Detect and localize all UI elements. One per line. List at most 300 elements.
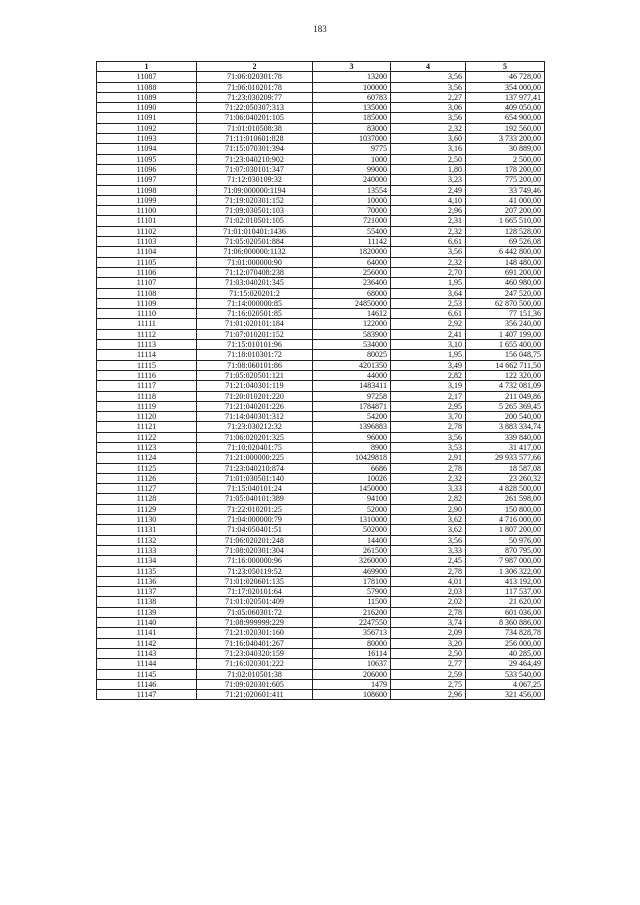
rate-cell: 3,20	[391, 638, 466, 648]
rate-cell: 3,56	[391, 535, 466, 545]
rate-cell: 3,70	[391, 412, 466, 422]
rate-cell: 1,80	[391, 164, 466, 174]
value-cell: 200 540,00	[466, 412, 545, 422]
row-number-cell: 11117	[97, 381, 197, 391]
rate-cell: 3,16	[391, 144, 466, 154]
area-cell: 1396883	[313, 422, 391, 432]
row-number-cell: 11092	[97, 123, 197, 133]
rate-cell: 3,56	[391, 113, 466, 123]
area-cell: 3260000	[313, 556, 391, 566]
cadastral-value-table	[96, 61, 545, 700]
cadastral-number-cell: 71:01:010508:38	[197, 123, 313, 133]
row-number-cell: 11133	[97, 545, 197, 555]
area-cell: 1310000	[313, 515, 391, 525]
rate-cell: 2,96	[391, 206, 466, 216]
row-number-cell: 11137	[97, 587, 197, 597]
value-cell: 247 520,00	[466, 288, 545, 298]
row-number-cell: 11099	[97, 195, 197, 205]
cadastral-number-cell: 71:15:070301:394	[197, 144, 313, 154]
value-cell: 14 662 711,50	[466, 360, 545, 370]
cadastral-number-cell: 71:14:040301:312	[197, 412, 313, 422]
rate-cell: 3,60	[391, 134, 466, 144]
row-number-cell: 11145	[97, 669, 197, 679]
value-cell: 117 537,00	[466, 587, 545, 597]
row-number-cell: 11141	[97, 628, 197, 638]
table-row	[97, 288, 545, 298]
rate-cell: 3,10	[391, 340, 466, 350]
value-cell: 50 976,00	[466, 535, 545, 545]
value-cell: 654 900,00	[466, 113, 545, 123]
cadastral-number-cell: 71:08:060101:86	[197, 360, 313, 370]
cadastral-number-cell: 71:06:010201:78	[197, 82, 313, 92]
row-number-cell: 11097	[97, 175, 197, 185]
cadastral-number-cell: 71:16:020301:222	[197, 659, 313, 669]
area-cell: 122000	[313, 319, 391, 329]
row-number-cell: 11122	[97, 432, 197, 442]
cadastral-number-cell: 71:05:060301:72	[197, 607, 313, 617]
table-row	[97, 381, 545, 391]
area-cell: 13200	[313, 72, 391, 82]
cadastral-number-cell: 71:14:000000:85	[197, 298, 313, 308]
row-number-cell: 11115	[97, 360, 197, 370]
area-cell: 256000	[313, 267, 391, 277]
cadastral-number-cell: 71:01:030501:140	[197, 473, 313, 483]
row-number-cell: 11127	[97, 484, 197, 494]
cadastral-number-cell: 71:07:010201:152	[197, 329, 313, 339]
cadastral-number-cell: 71:04:000000:79	[197, 515, 313, 525]
table-row	[97, 237, 545, 247]
value-cell: 339 840,00	[466, 432, 545, 442]
row-number-cell: 11091	[97, 113, 197, 123]
cadastral-number-cell: 71:23:040210:902	[197, 154, 313, 164]
area-cell: 10429818	[313, 453, 391, 463]
rate-cell: 1,95	[391, 278, 466, 288]
row-number-cell: 11089	[97, 92, 197, 102]
area-cell: 135000	[313, 103, 391, 113]
value-cell: 4 732 081,09	[466, 381, 545, 391]
table-row	[97, 123, 545, 133]
table-row	[97, 453, 545, 463]
cadastral-number-cell: 71:06:000000:1132	[197, 247, 313, 257]
cadastral-number-cell: 71:15:010101:96	[197, 340, 313, 350]
row-number-cell: 11124	[97, 453, 197, 463]
value-cell: 41 000,00	[466, 195, 545, 205]
table-row	[97, 360, 545, 370]
area-cell: 44000	[313, 370, 391, 380]
area-cell: 2247550	[313, 618, 391, 628]
value-cell: 356 240,00	[466, 319, 545, 329]
rate-cell: 2,45	[391, 556, 466, 566]
value-cell: 1 807 200,00	[466, 525, 545, 535]
row-number-cell: 11088	[97, 82, 197, 92]
cadastral-number-cell: 71:02:010501:38	[197, 669, 313, 679]
cadastral-number-cell: 71:18:010301:72	[197, 350, 313, 360]
row-number-cell: 11104	[97, 247, 197, 257]
rate-cell: 2,90	[391, 504, 466, 514]
row-number-cell: 11135	[97, 566, 197, 576]
table-row	[97, 185, 545, 195]
rate-cell: 2,96	[391, 690, 466, 700]
rate-cell: 3,56	[391, 247, 466, 257]
area-cell: 4201350	[313, 360, 391, 370]
value-cell: 1 655 400,00	[466, 340, 545, 350]
row-number-cell: 11136	[97, 576, 197, 586]
row-number-cell: 11087	[97, 72, 197, 82]
area-cell: 83000	[313, 123, 391, 133]
value-cell: 4 828 500,00	[466, 484, 545, 494]
row-number-cell: 11098	[97, 185, 197, 195]
value-cell: 62 870 500,00	[466, 298, 545, 308]
row-number-cell: 11106	[97, 267, 197, 277]
table-row	[97, 113, 545, 123]
row-number-cell: 11146	[97, 679, 197, 689]
area-cell: 100000	[313, 82, 391, 92]
table-row	[97, 370, 545, 380]
rate-cell: 2,31	[391, 216, 466, 226]
rate-cell: 2,17	[391, 391, 466, 401]
rate-cell: 2,50	[391, 154, 466, 164]
area-cell: 14612	[313, 309, 391, 319]
rate-cell: 3,33	[391, 484, 466, 494]
row-number-cell: 11095	[97, 154, 197, 164]
value-cell: 460 980,00	[466, 278, 545, 288]
area-cell: 60783	[313, 92, 391, 102]
rate-cell: 3,56	[391, 82, 466, 92]
area-cell: 108600	[313, 690, 391, 700]
row-number-cell: 11108	[97, 288, 197, 298]
rate-cell: 2,09	[391, 628, 466, 638]
rate-cell: 2,32	[391, 123, 466, 133]
table-row	[97, 473, 545, 483]
cadastral-number-cell: 71:05:040101:389	[197, 494, 313, 504]
column-header-3: 3	[313, 62, 391, 72]
row-number-cell: 11139	[97, 607, 197, 617]
value-cell: 77 151,36	[466, 309, 545, 319]
area-cell: 1450000	[313, 484, 391, 494]
rate-cell: 2,77	[391, 659, 466, 669]
rate-cell: 6,61	[391, 309, 466, 319]
value-cell: 691 200,00	[466, 267, 545, 277]
row-number-cell: 11107	[97, 278, 197, 288]
table-row	[97, 134, 545, 144]
column-header-1: 1	[97, 62, 197, 72]
area-cell: 1784871	[313, 401, 391, 411]
row-number-cell: 11118	[97, 391, 197, 401]
rate-cell: 3,74	[391, 618, 466, 628]
rate-cell: 2,02	[391, 597, 466, 607]
rate-cell: 2,82	[391, 370, 466, 380]
row-number-cell: 11116	[97, 370, 197, 380]
rate-cell: 2,78	[391, 566, 466, 576]
area-cell: 261500	[313, 545, 391, 555]
table-row	[97, 216, 545, 226]
page-number: 183	[313, 24, 327, 34]
row-number-cell: 11140	[97, 618, 197, 628]
row-number-cell: 11120	[97, 412, 197, 422]
area-cell: 185000	[313, 113, 391, 123]
value-cell: 5 265 369,45	[466, 401, 545, 411]
table-row	[97, 278, 545, 288]
table-row	[97, 607, 545, 617]
value-cell: 3 733 200,00	[466, 134, 545, 144]
row-number-cell: 11103	[97, 237, 197, 247]
rate-cell: 2,91	[391, 453, 466, 463]
area-cell: 54200	[313, 412, 391, 422]
area-cell: 502000	[313, 525, 391, 535]
row-number-cell: 11129	[97, 504, 197, 514]
table-row	[97, 463, 545, 473]
area-cell: 356713	[313, 628, 391, 638]
value-cell: 211 049,86	[466, 391, 545, 401]
cadastral-number-cell: 71:06:020201:325	[197, 432, 313, 442]
row-number-cell: 11123	[97, 442, 197, 452]
cadastral-number-cell: 71:11:010601:828	[197, 134, 313, 144]
rate-cell: 3,23	[391, 175, 466, 185]
value-cell: 46 728,00	[466, 72, 545, 82]
rate-cell: 2,82	[391, 494, 466, 504]
value-cell: 413 192,00	[466, 576, 545, 586]
cadastral-number-cell: 71:23:040320:159	[197, 648, 313, 658]
value-cell: 69 526,08	[466, 237, 545, 247]
row-number-cell: 11134	[97, 556, 197, 566]
value-cell: 533 540,00	[466, 669, 545, 679]
row-number-cell: 11100	[97, 206, 197, 216]
area-cell: 1479	[313, 679, 391, 689]
area-cell: 583900	[313, 329, 391, 339]
row-number-cell: 11102	[97, 226, 197, 236]
value-cell: 29 933 577,66	[466, 453, 545, 463]
area-cell: 11500	[313, 597, 391, 607]
cadastral-number-cell: 71:09:020301:605	[197, 679, 313, 689]
area-cell: 1000	[313, 154, 391, 164]
table-row	[97, 648, 545, 658]
rate-cell: 1,95	[391, 350, 466, 360]
value-cell: 40 285,00	[466, 648, 545, 658]
value-cell: 3 883 334,74	[466, 422, 545, 432]
value-cell: 775 200,00	[466, 175, 545, 185]
table-row	[97, 92, 545, 102]
cadastral-number-cell: 71:21:040301:119	[197, 381, 313, 391]
row-number-cell: 11130	[97, 515, 197, 525]
cadastral-number-cell: 71:04:050401:51	[197, 525, 313, 535]
value-cell: 156 048,75	[466, 350, 545, 360]
rate-cell: 3,06	[391, 103, 466, 113]
area-cell: 80000	[313, 638, 391, 648]
cadastral-number-cell: 71:21:020301:160	[197, 628, 313, 638]
table-row	[97, 525, 545, 535]
row-number-cell: 11147	[97, 690, 197, 700]
rate-cell: 2,32	[391, 473, 466, 483]
area-cell: 96000	[313, 432, 391, 442]
row-number-cell: 11094	[97, 144, 197, 154]
table-row	[97, 350, 545, 360]
cadastral-number-cell: 71:10:020401:75	[197, 442, 313, 452]
table-header-row	[97, 62, 545, 72]
value-cell: 31 417,00	[466, 442, 545, 452]
rate-cell: 2,92	[391, 319, 466, 329]
cadastral-number-cell: 71:16:020501:85	[197, 309, 313, 319]
value-cell: 8 360 886,00	[466, 618, 545, 628]
rate-cell: 3,53	[391, 442, 466, 452]
value-cell: 1 407 199,00	[466, 329, 545, 339]
value-cell: 870 795,00	[466, 545, 545, 555]
table-row	[97, 103, 545, 113]
row-number-cell: 11128	[97, 494, 197, 504]
area-cell: 16114	[313, 648, 391, 658]
area-cell: 24850000	[313, 298, 391, 308]
value-cell: 21 620,00	[466, 597, 545, 607]
table-row	[97, 679, 545, 689]
cadastral-number-cell: 71:05:020501:884	[197, 237, 313, 247]
table-row	[97, 175, 545, 185]
table-row	[97, 515, 545, 525]
value-cell: 601 036,00	[466, 607, 545, 617]
rate-cell: 2,41	[391, 329, 466, 339]
cadastral-number-cell: 71:01:010401:1436	[197, 226, 313, 236]
value-cell: 18 587,08	[466, 463, 545, 473]
table-row	[97, 164, 545, 174]
cadastral-number-cell: 71:07:030101:347	[197, 164, 313, 174]
value-cell: 29 464,49	[466, 659, 545, 669]
area-cell: 52000	[313, 504, 391, 514]
cadastral-number-cell: 71:22:010201:25	[197, 504, 313, 514]
row-number-cell: 11110	[97, 309, 197, 319]
cadastral-number-cell: 71:21:040201:226	[197, 401, 313, 411]
cadastral-number-cell: 71:08:999999:229	[197, 618, 313, 628]
row-number-cell: 11126	[97, 473, 197, 483]
table-row	[97, 494, 545, 504]
rate-cell: 6,61	[391, 237, 466, 247]
cadastral-number-cell: 71:06:020201:248	[197, 535, 313, 545]
row-number-cell: 11132	[97, 535, 197, 545]
area-cell: 721000	[313, 216, 391, 226]
area-cell: 99000	[313, 164, 391, 174]
table-row	[97, 247, 545, 257]
table-row	[97, 432, 545, 442]
row-number-cell: 11113	[97, 340, 197, 350]
area-cell: 10637	[313, 659, 391, 669]
cadastral-number-cell: 71:15:020201:2	[197, 288, 313, 298]
row-number-cell: 11121	[97, 422, 197, 432]
rate-cell: 3,62	[391, 525, 466, 535]
area-cell: 9775	[313, 144, 391, 154]
table-row	[97, 72, 545, 82]
row-number-cell: 11142	[97, 638, 197, 648]
table-row	[97, 195, 545, 205]
cadastral-number-cell: 71:23:030209:77	[197, 92, 313, 102]
rate-cell: 2,32	[391, 226, 466, 236]
rate-cell: 2,78	[391, 607, 466, 617]
cadastral-number-cell: 71:19:020301:152	[197, 195, 313, 205]
table-row	[97, 618, 545, 628]
rate-cell: 2,27	[391, 92, 466, 102]
value-cell: 4 067,25	[466, 679, 545, 689]
rate-cell: 3,62	[391, 515, 466, 525]
rate-cell: 3,64	[391, 288, 466, 298]
row-number-cell: 11093	[97, 134, 197, 144]
table-row	[97, 309, 545, 319]
table-row	[97, 329, 545, 339]
value-cell: 354 000,00	[466, 82, 545, 92]
rate-cell: 2,03	[391, 587, 466, 597]
cadastral-number-cell: 71:23:040210:874	[197, 463, 313, 473]
value-cell: 192 560,00	[466, 123, 545, 133]
area-cell: 68000	[313, 288, 391, 298]
table-row	[97, 690, 545, 700]
table-row	[97, 422, 545, 432]
table-row	[97, 144, 545, 154]
cadastral-number-cell: 71:06:040201:105	[197, 113, 313, 123]
row-number-cell: 11096	[97, 164, 197, 174]
table-row	[97, 556, 545, 566]
value-cell: 178 200,00	[466, 164, 545, 174]
table-row	[97, 391, 545, 401]
area-cell: 70000	[313, 206, 391, 216]
value-cell: 409 050,00	[466, 103, 545, 113]
table-row	[97, 319, 545, 329]
cadastral-number-cell: 71:08:020301:304	[197, 545, 313, 555]
row-number-cell: 11112	[97, 329, 197, 339]
rate-cell: 3,19	[391, 381, 466, 391]
area-cell: 216200	[313, 607, 391, 617]
cadastral-number-cell: 71:16:040401:267	[197, 638, 313, 648]
rate-cell: 2,78	[391, 463, 466, 473]
table-row	[97, 576, 545, 586]
area-cell: 55400	[313, 226, 391, 236]
table-row	[97, 257, 545, 267]
row-number-cell: 11109	[97, 298, 197, 308]
rate-cell: 2,50	[391, 648, 466, 658]
area-cell: 14400	[313, 535, 391, 545]
table-row	[97, 442, 545, 452]
cadastral-number-cell: 71:22:050307:313	[197, 103, 313, 113]
rate-cell: 3,56	[391, 72, 466, 82]
value-cell: 33 749,46	[466, 185, 545, 195]
cadastral-number-cell: 71:12:030109:32	[197, 175, 313, 185]
table-row	[97, 226, 545, 236]
area-cell: 240000	[313, 175, 391, 185]
rate-cell: 2,75	[391, 679, 466, 689]
area-cell: 6686	[313, 463, 391, 473]
area-cell: 97258	[313, 391, 391, 401]
value-cell: 148 480,00	[466, 257, 545, 267]
cadastral-number-cell: 71:01:020601:135	[197, 576, 313, 586]
rate-cell: 3,56	[391, 432, 466, 442]
table-row	[97, 82, 545, 92]
table-row	[97, 298, 545, 308]
table-row	[97, 669, 545, 679]
table-row	[97, 504, 545, 514]
row-number-cell: 11131	[97, 525, 197, 535]
value-cell: 137 977,41	[466, 92, 545, 102]
value-cell: 1 306 322,00	[466, 566, 545, 576]
cadastral-number-cell: 71:05:020501:121	[197, 370, 313, 380]
row-number-cell: 11114	[97, 350, 197, 360]
column-header-4: 4	[391, 62, 466, 72]
area-cell: 13554	[313, 185, 391, 195]
table-row	[97, 206, 545, 216]
rate-cell: 3,33	[391, 545, 466, 555]
area-cell: 1037000	[313, 134, 391, 144]
value-cell: 6 442 800,00	[466, 247, 545, 257]
value-cell: 23 260,32	[466, 473, 545, 483]
row-number-cell: 11119	[97, 401, 197, 411]
cadastral-number-cell: 71:06:020301:78	[197, 72, 313, 82]
table-row	[97, 535, 545, 545]
cadastral-number-cell: 71:21:020601:411	[197, 690, 313, 700]
cadastral-number-cell: 71:09:000000:1194	[197, 185, 313, 195]
table-row	[97, 267, 545, 277]
